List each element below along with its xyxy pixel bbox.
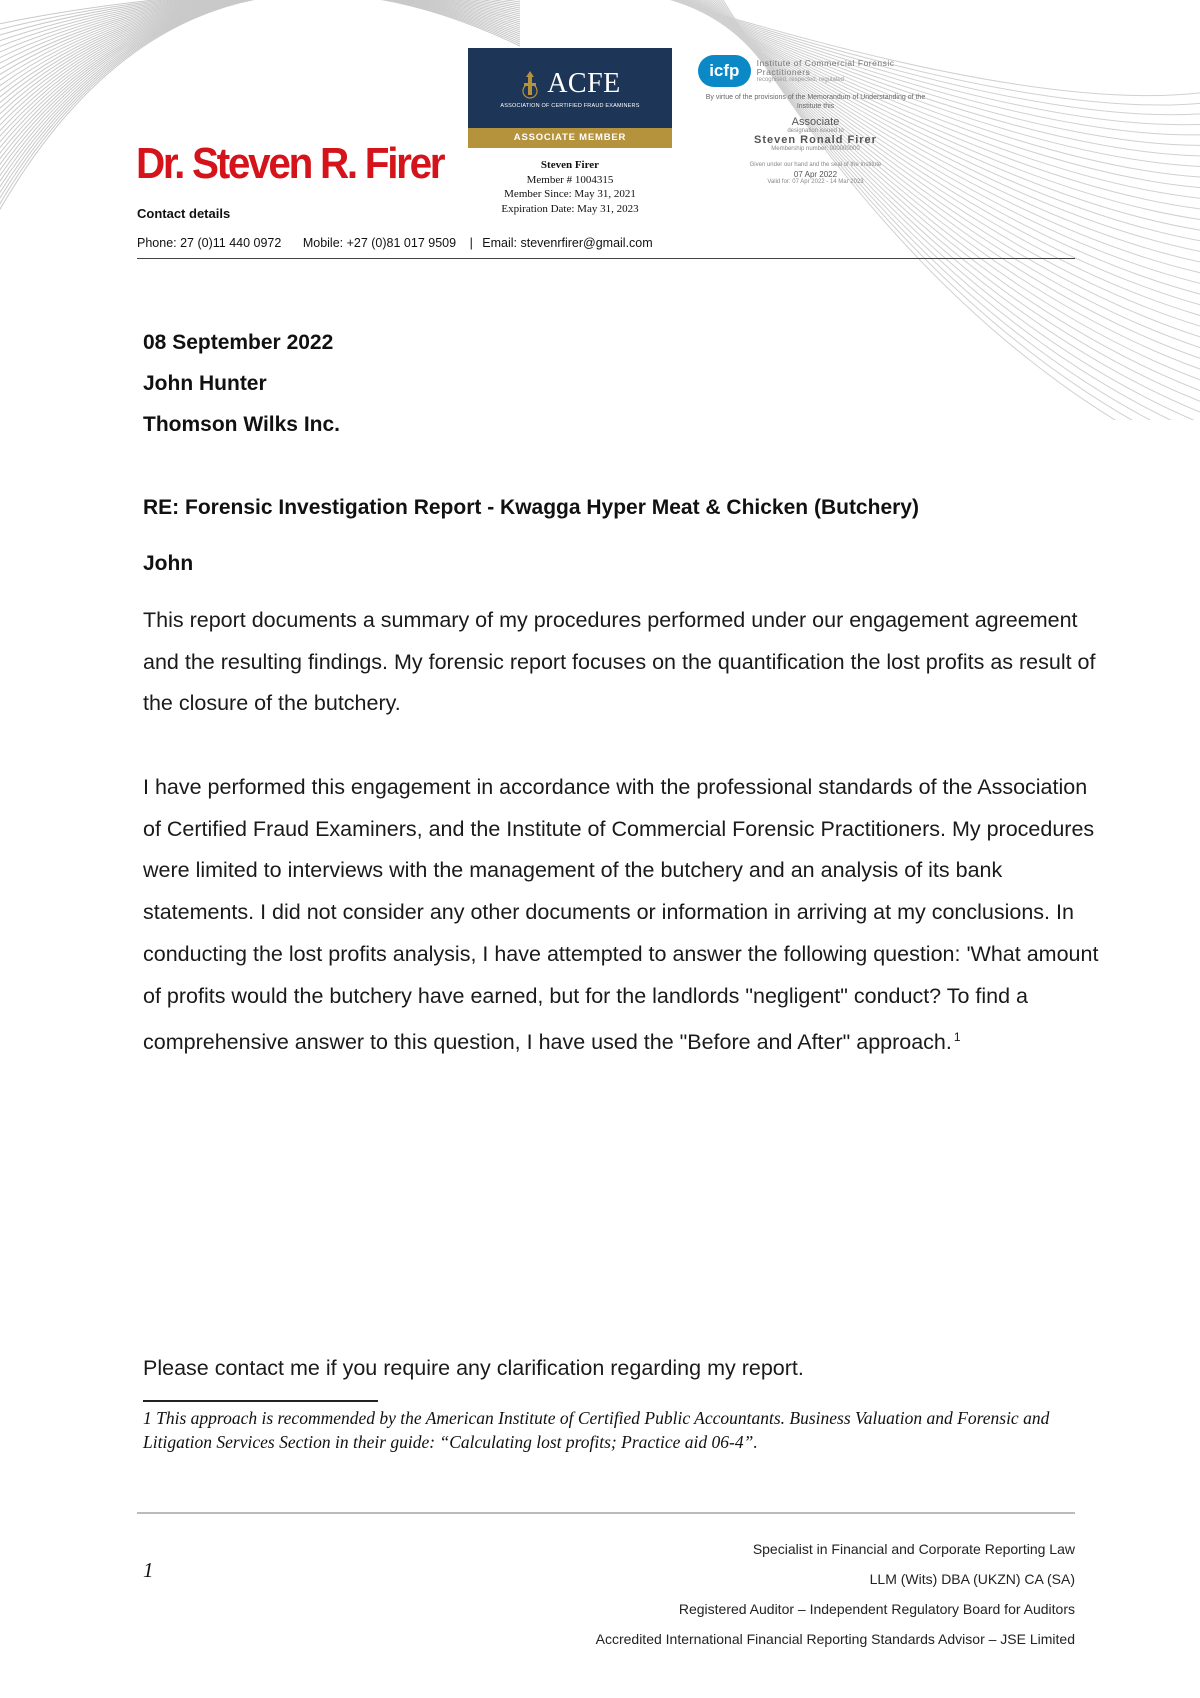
contact-line xyxy=(137,236,657,250)
recipient-name: John Hunter xyxy=(143,372,267,395)
contact-mobile: Mobile: +27 (0)81 017 9509 xyxy=(302,236,457,250)
icfp-designation: Associate xyxy=(791,116,840,128)
acfe-expiration: Expiration Date: May 31, 2023 xyxy=(501,202,639,215)
footer-line-2: LLM (Wits) DBA (UKZN) CA (SA) xyxy=(869,1571,1075,1587)
page-number: 1 xyxy=(143,1558,154,1582)
icfp-certificate xyxy=(698,55,933,207)
wave-line-left xyxy=(0,0,520,241)
icfp-given: Given under our hand and the seal of the Institute xyxy=(749,162,882,168)
wave-line-left xyxy=(0,0,520,249)
acfe-logo xyxy=(468,48,672,128)
acfe-member-info xyxy=(468,158,672,216)
icfp-provision: By virtue of the provisions of the Memorandum of Understanding of the Institute this xyxy=(705,94,926,110)
paragraph-2-text: I have performed this engagement in accordance with the professional standards of the Association of Certified Fraud Examiners, and the Institute of Commercial Forensic Practitioners. My procedures were limited to interviews with the management of the butchery and an analysis of its bank statements. I did not consider any other documents or information in arriving at my conclusions. In conducting the lost profits analysis, I have attempted to answer the following question: 'What amount of profits would the butchery have earned, but for the landlords "negligent" conduct? To find a comprehensive answer to this question, I have used the "Before and After" approach. xyxy=(143,775,1099,1055)
recipient-company: Thomson Wilks Inc. xyxy=(143,413,340,436)
wave-line-left xyxy=(0,0,520,226)
letter-date: 08 September 2022 xyxy=(143,331,334,354)
icfp-date: 07 Apr 2022 xyxy=(793,170,838,179)
footer-line-1: Specialist in Financial and Corporate Reporting Law xyxy=(752,1541,1075,1557)
footer-line-4: Accredited International Financial Reporting Standards Advisor – JSE Limited xyxy=(595,1631,1075,1647)
paragraph-2 xyxy=(143,767,1103,1064)
icfp-valid: Valid for: 07 Apr 2022 - 14 Mar 2023 xyxy=(767,179,864,185)
acfe-member-since: Member Since: May 31, 2021 xyxy=(504,188,636,200)
subject-line: RE: Forensic Investigation Report - Kwagga Hyper Meat & Chicken (Butchery) xyxy=(143,496,919,519)
acfe-badge xyxy=(468,48,672,216)
paragraph-1: This report documents a summary of my procedures performed under our engagement agreement and the resulting findings. My forensic report focuses on the quantification the lost profits as result of the closure of the butchery. xyxy=(143,608,1096,716)
contact-separator: | xyxy=(469,236,473,250)
contact-email[interactable]: Email: stevenrfirer@gmail.com xyxy=(482,236,653,250)
footer-line-3: Registered Auditor – Independent Regulatory Board for Auditors xyxy=(678,1601,1075,1617)
acfe-band: ASSOCIATE MEMBER xyxy=(468,128,672,148)
acfe-emblem-icon xyxy=(519,69,541,99)
header-divider xyxy=(137,258,1075,259)
icfp-tagline: recognised, respected, regulated xyxy=(756,77,844,83)
icfp-membership-no: Membership number: 000000000 xyxy=(771,146,860,152)
contact-details-heading: Contact details xyxy=(137,206,231,221)
acfe-logo-text: ACFE xyxy=(547,67,621,99)
icfp-holder: Steven Ronald Firer xyxy=(754,134,877,146)
icfp-designation-note: designation issued to xyxy=(787,128,844,134)
icfp-institute: Institute of Commercial Forensic Practitioners xyxy=(756,58,895,77)
footer-divider xyxy=(137,1512,1075,1514)
footnote-ref: 1 xyxy=(953,1030,961,1045)
icfp-logo: icfp xyxy=(698,55,751,87)
acfe-member-name: Steven Firer xyxy=(540,159,600,171)
closing-sentence: Please contact me if you require any clarification regarding my report. xyxy=(143,1356,804,1380)
contact-phone: Phone: 27 (0)11 440 0972 xyxy=(137,236,282,250)
acfe-logo-subtext: ASSOCIATION OF CERTIFIED FRAUD EXAMINERS xyxy=(500,102,640,109)
letterhead-name: Dr. Steven R. Firer xyxy=(136,139,444,188)
footnote: 1 This approach is recommended by the American Institute of Certified Public Accountants. Business Valuation and Forensic and Litigation Services Section in their guide: “Calculating lost profits; Practice aid 06-4”. xyxy=(143,1408,1050,1452)
salutation: John xyxy=(143,552,194,575)
wave-line-left xyxy=(0,0,520,264)
footnote-divider xyxy=(143,1400,378,1402)
acfe-member-number: Member # 1004315 xyxy=(526,173,614,186)
